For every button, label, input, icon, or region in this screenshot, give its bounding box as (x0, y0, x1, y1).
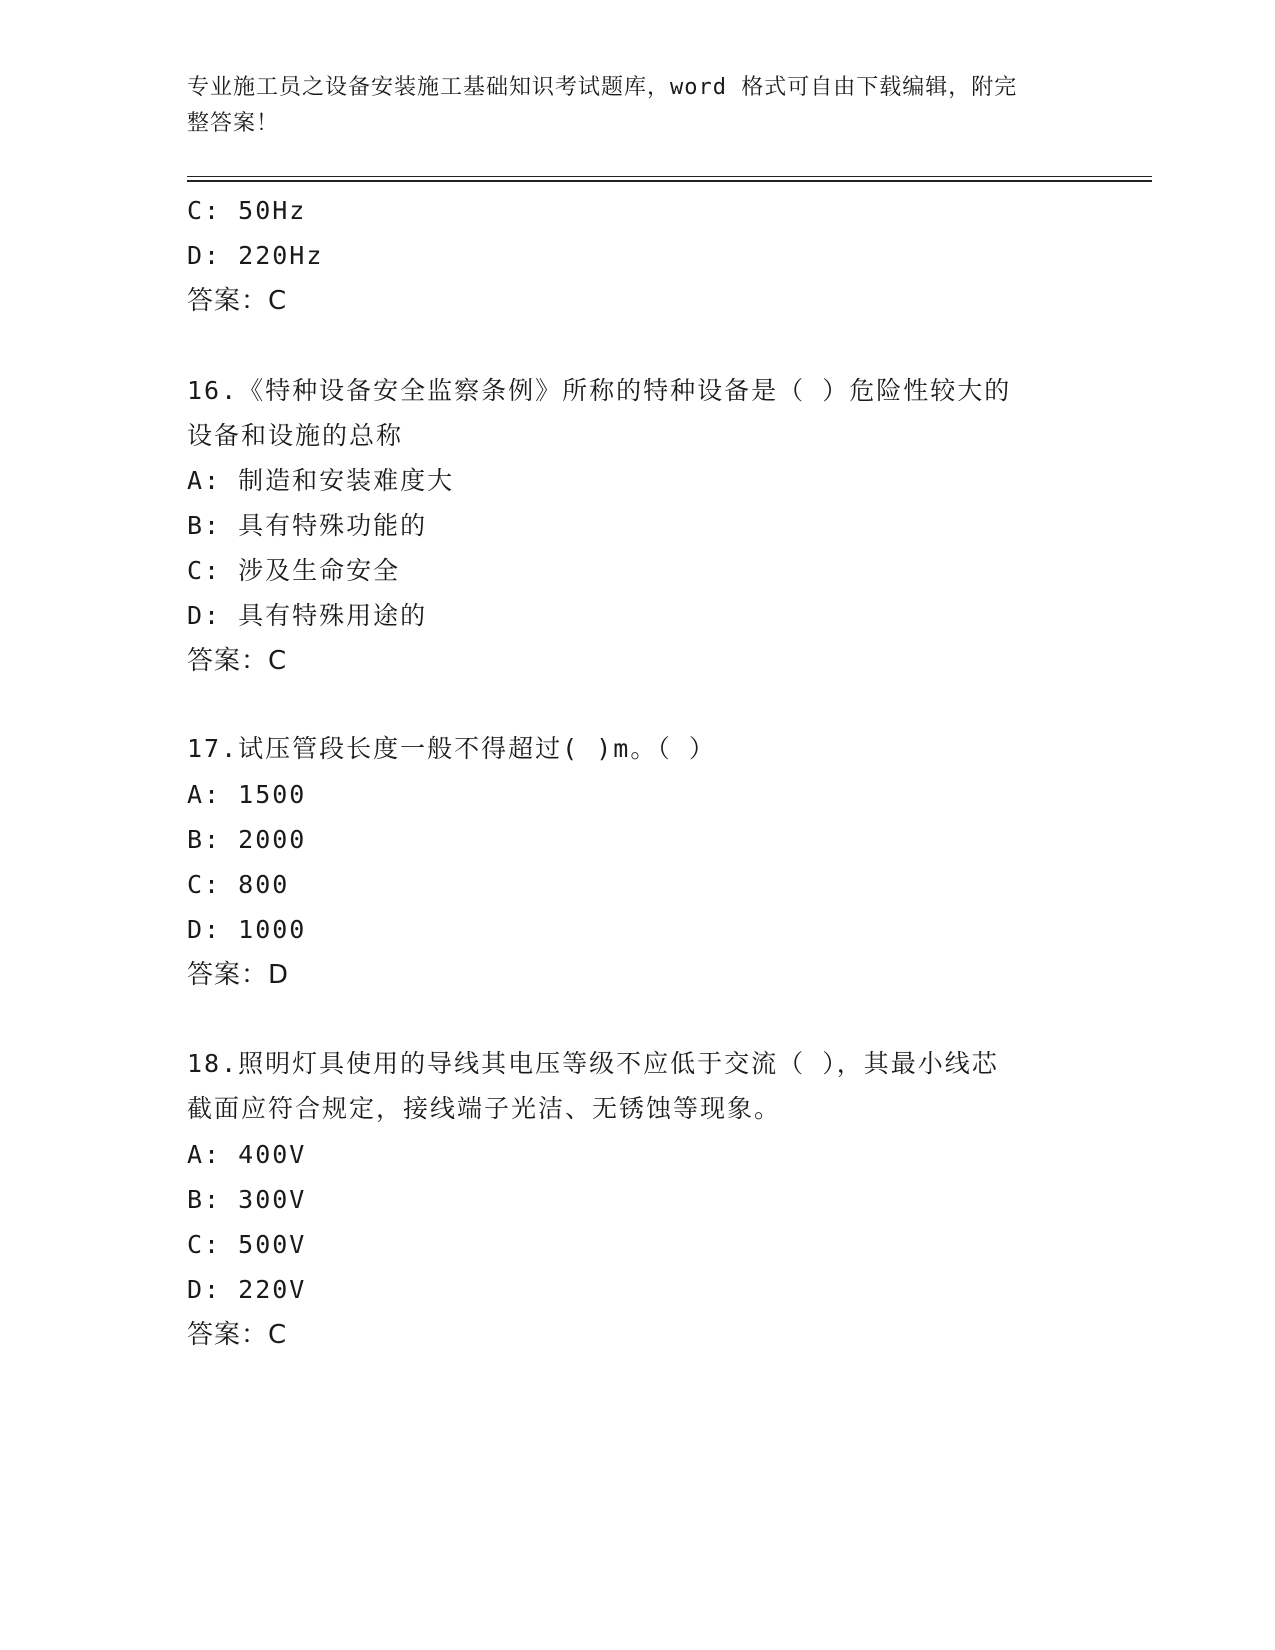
q18-option-d: D: 220V (187, 1275, 307, 1304)
q16-option-c: C: 涉及生命安全 (187, 556, 401, 585)
header-line-2: 整答案！ (187, 111, 280, 136)
header-divider-thick (187, 180, 1152, 182)
q17-answer: 答案：D (187, 960, 290, 990)
q16-stem-line-2: 设备和设施的总称 (187, 421, 404, 450)
header-divider-thin (187, 176, 1152, 177)
q18-option-a: A: 400V (187, 1140, 307, 1169)
q16-option-a: A: 制造和安装难度大 (187, 466, 455, 495)
q17-option-d: D: 1000 (187, 915, 307, 944)
q16-answer: 答案：C (187, 646, 288, 676)
q16-option-b: B: 具有特殊功能的 (187, 511, 428, 540)
q18-option-c: C: 500V (187, 1230, 307, 1259)
q15-option-d: D: 220Hz (187, 241, 324, 270)
document-header (187, 70, 1067, 142)
q17-option-a: A: 1500 (187, 780, 307, 809)
q18-option-b: B: 300V (187, 1185, 307, 1214)
q16-stem-line-1: 16.《特种设备安全监察条例》所称的特种设备是（ ）危险性较大的 (187, 376, 1012, 405)
q17-option-c: C: 800 (187, 870, 290, 899)
q17-option-b: B: 2000 (187, 825, 307, 854)
q18-stem-line-1: 18.照明灯具使用的导线其电压等级不应低于交流（ ），其最小线芯 (187, 1049, 999, 1078)
q15-option-c: C: 50Hz (187, 196, 307, 225)
q16-option-d: D: 具有特殊用途的 (187, 601, 428, 630)
q17-stem: 17.试压管段长度一般不得超过( )m。（ ） (187, 734, 716, 763)
q18-answer: 答案：C (187, 1320, 288, 1350)
q18-stem-line-2: 截面应符合规定，接线端子光洁、无锈蚀等现象。 (187, 1094, 782, 1123)
q15-answer: 答案：C (187, 286, 288, 316)
header-line-1: 专业施工员之设备安装施工基础知识考试题库，word 格式可自由下载编辑，附完 (187, 75, 1018, 100)
